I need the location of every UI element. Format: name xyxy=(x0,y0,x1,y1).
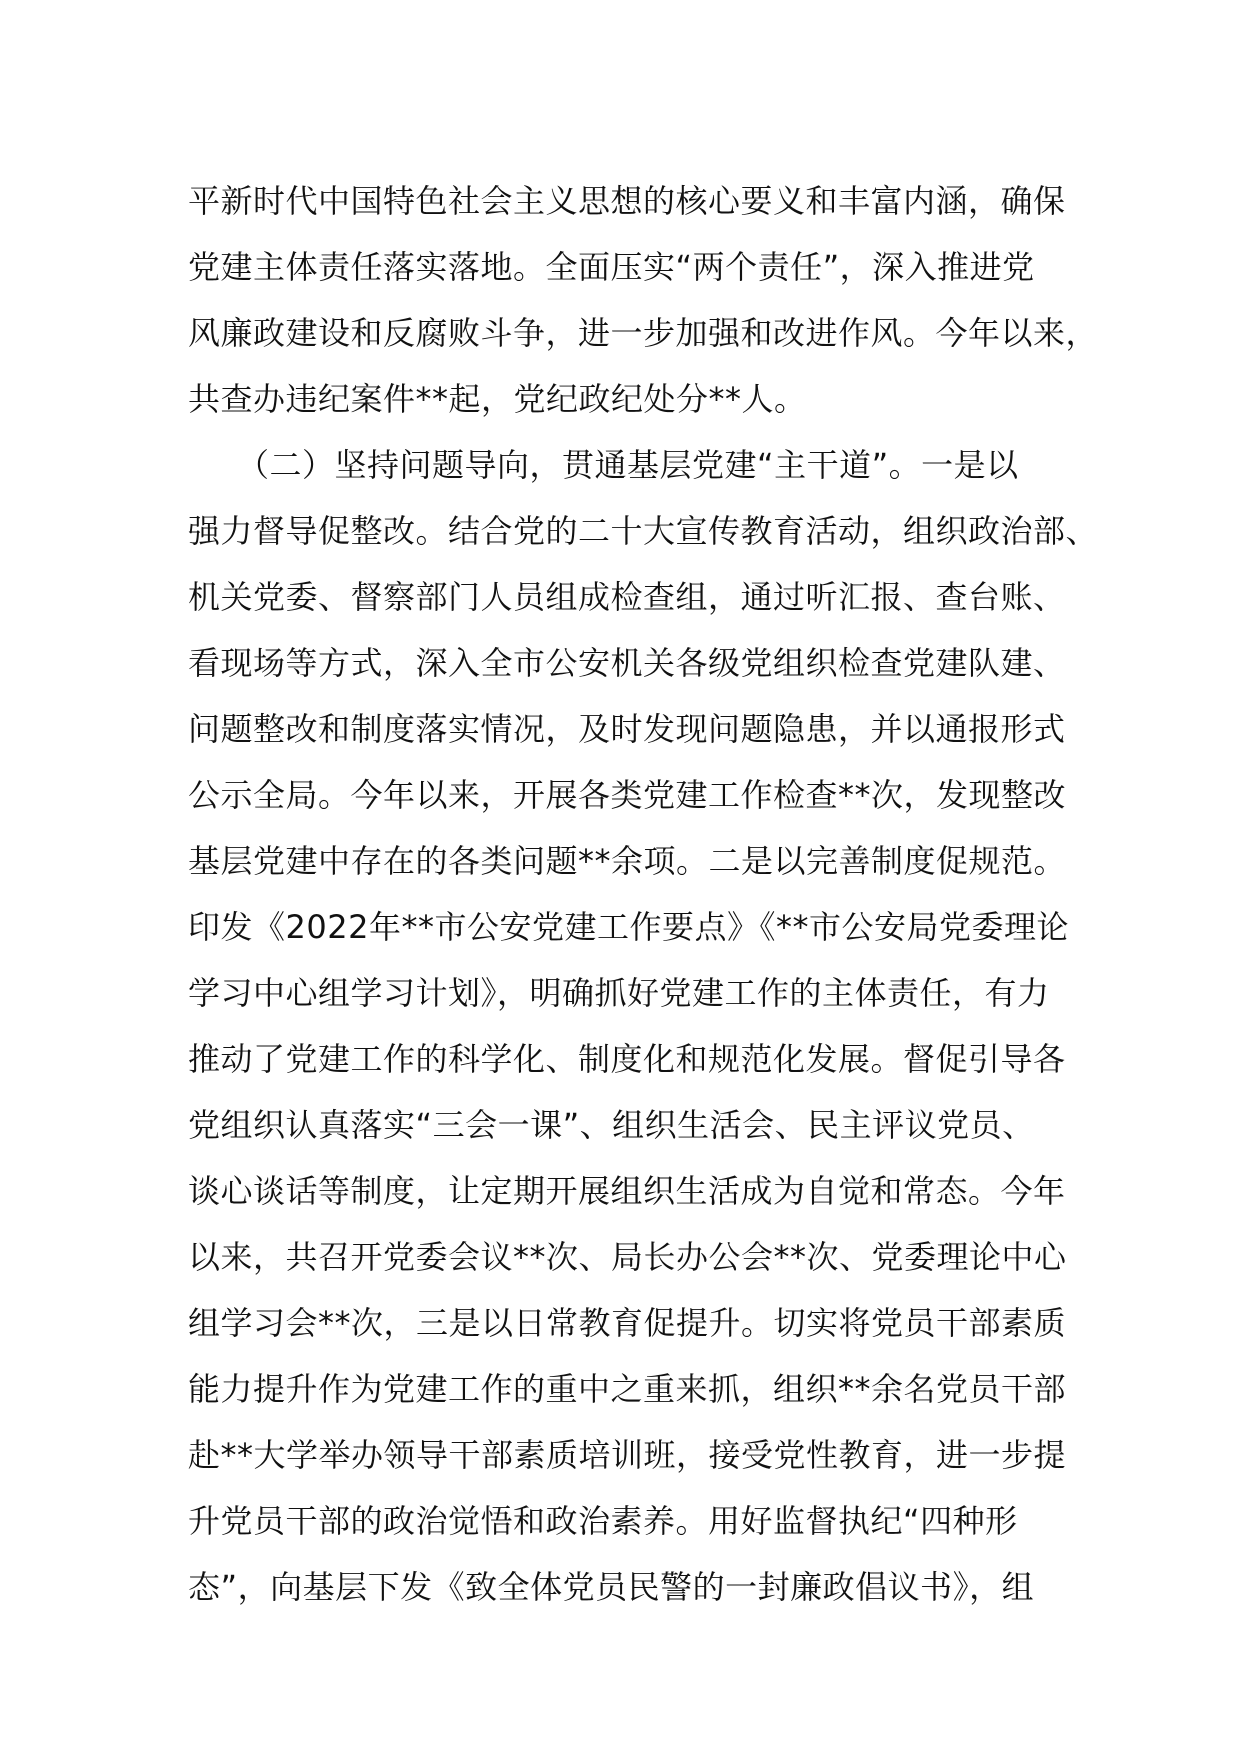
text-line: 推动了党建工作的科学化、制度化和规范化发展。督促引导各 xyxy=(188,1040,1066,1078)
text-line: 党组织认真落实“三会一课”、组织生活会、民主评议党员、 xyxy=(188,1106,1035,1144)
text-line: 态”，向基层下发《致全体党员民警的一封廉政倡议书》，组 xyxy=(188,1568,1035,1606)
text-line: 能力提升作为党建工作的重中之重来抓，组织**余名党员干部 xyxy=(188,1370,1067,1408)
text-line: 基层党建中存在的各类问题**余项。二是以完善制度促规范。 xyxy=(188,842,1067,880)
text-line: 学习中心组学习计划》，明确抓好党建工作的主体责任，有力 xyxy=(188,974,1050,1012)
body-text xyxy=(188,168,1099,1620)
text-line: 共查办违纪案件**起，党纪政纪处分**人。 xyxy=(188,380,807,418)
section-heading-line: （二）坚持问题导向，贯通基层党建“主干道”。一是以 xyxy=(188,446,1019,484)
text-line: 平新时代中国特色社会主义思想的核心要义和丰富内涵，确保 xyxy=(188,182,1066,220)
text-line: 以来，共召开党委会议**次、局长办公会**次、党委理论中心 xyxy=(188,1238,1067,1276)
text-line: 升党员干部的政治觉悟和政治素养。用好监督执纪“四种形 xyxy=(188,1502,1018,1540)
text-line: 赴**大学举办领导干部素质培训班，接受党性教育，进一步提 xyxy=(188,1436,1067,1474)
text-line: 机关党委、督察部门人员组成检查组，通过听汇报、查台账、 xyxy=(188,578,1066,616)
text-line: 党建主体责任落实落地。全面压实“两个责任”，深入推进党 xyxy=(188,248,1035,286)
text-line: 问题整改和制度落实情况，及时发现问题隐患，并以通报形式 xyxy=(188,710,1066,748)
text-line: 公示全局。今年以来，开展各类党建工作检查**次，发现整改 xyxy=(188,776,1067,814)
text-line: 风廉政建设和反腐败斗争，进一步加强和改进作风。今年以来， xyxy=(188,314,1099,352)
text-line: 谈心谈话等制度，让定期开展组织生活成为自觉和常态。今年 xyxy=(188,1172,1066,1210)
text-line: 组学习会**次，三是以日常教育促提升。切实将党员干部素质 xyxy=(188,1304,1067,1342)
text-line: 强力督导促整改。结合党的二十大宣传教育活动，组织政治部、 xyxy=(188,512,1099,550)
text-line: 看现场等方式，深入全市公安机关各级党组织检查党建队建、 xyxy=(188,644,1066,682)
text-line: 印发《2022年**市公安党建工作要点》《**市公安局党委理论 xyxy=(188,908,1069,946)
